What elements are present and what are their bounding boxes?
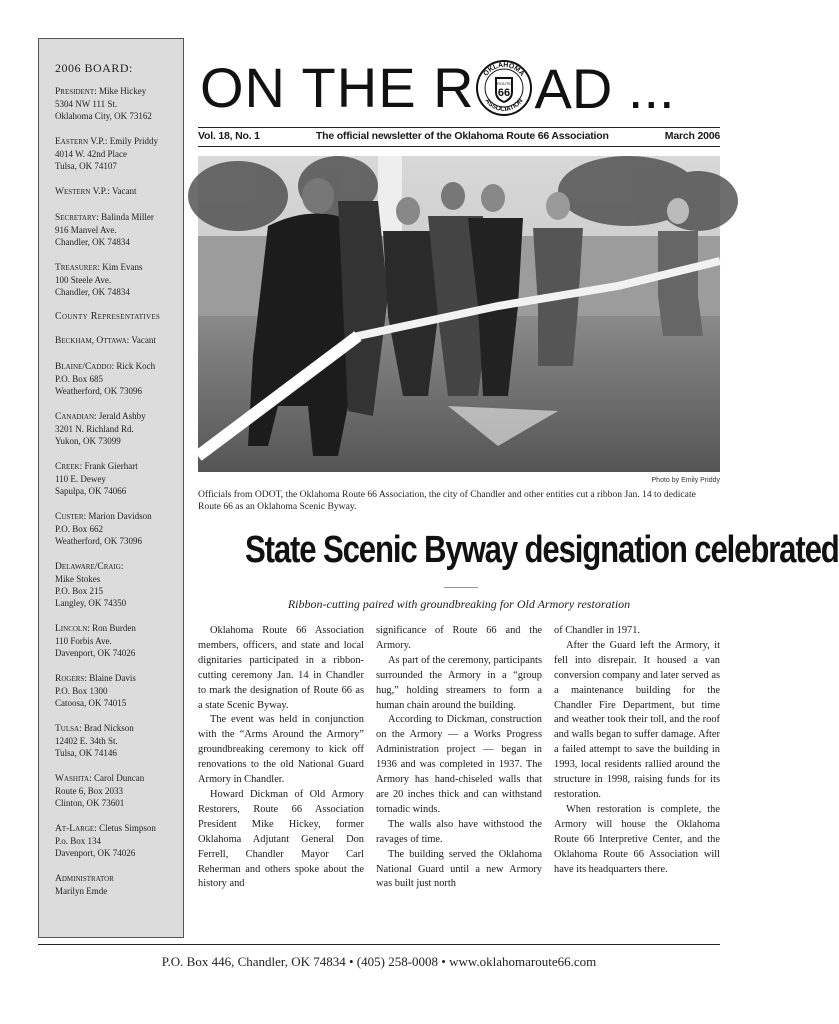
board-address-line: Clinton, OK 73601 bbox=[55, 798, 125, 808]
article-paragraph: As part of the ceremony, participants surrounded the Armory in a “group hug,” holding streamers to form a human chain around the building. bbox=[376, 654, 542, 711]
board-address-line: Davenport, OK 74026 bbox=[55, 648, 136, 658]
board-entry bbox=[55, 622, 173, 659]
board-role: Creek: bbox=[55, 462, 83, 472]
board-address-line: Langley, OK 74350 bbox=[55, 598, 127, 608]
board-title: 2006 BOARD: bbox=[55, 61, 133, 75]
board-address-line: 12402 E. 34th St. bbox=[55, 736, 118, 746]
board-entry bbox=[55, 211, 173, 248]
ribbon-cutting-photo bbox=[198, 156, 720, 472]
board-entry bbox=[55, 410, 173, 447]
board-address-line: Tulsa, OK 74146 bbox=[55, 748, 117, 758]
board-address-line: 3201 N. Richland Rd. bbox=[55, 424, 134, 434]
article-paragraph: The event was held in conjunction with the “Arms Around the Armory” groundbreaking ceremony to kick off renovations to the old National Guard Armory in Chandler. bbox=[198, 714, 364, 786]
officer-list bbox=[55, 85, 173, 298]
board-member-name: Marion Davidson bbox=[88, 511, 152, 521]
svg-text:ASSOCIATION: ASSOCIATION bbox=[483, 97, 525, 114]
county-header: County Representatives bbox=[55, 311, 161, 322]
article-paragraph: Oklahoma Route 66 Association members, officers, and state and local dignitaries participated in a ribbon-cutting ceremony Jan. 14 in Chandler to mark the designation of Route 66 as a state Scenic Byway. bbox=[198, 625, 364, 711]
article-subhead: Ribbon-cutting paired with groundbreaking for Old Armory restoration bbox=[287, 597, 631, 611]
board-address-line: Weatherford, OK 73096 bbox=[55, 386, 142, 396]
article-paragraph: The walls also have withstood the ravages of time. bbox=[376, 818, 542, 845]
board-member-name: Vacant bbox=[111, 186, 137, 196]
article-paragraph: The building served the Oklahoma National Guard until a new Armory was built just north bbox=[376, 848, 542, 890]
masthead-rule-bottom bbox=[198, 146, 720, 147]
footer-rule bbox=[38, 944, 720, 945]
board-entry bbox=[55, 135, 173, 172]
board-role: Custer: bbox=[55, 512, 87, 522]
board-entry bbox=[55, 185, 173, 198]
board-address-line: 5304 NW 111 St. bbox=[55, 99, 118, 109]
article-paragraph: When restoration is complete, the Armory will house the Oklahoma Route 66 Interpretive Center, and the Oklahoma Route 66 Association will have its headquarters there. bbox=[554, 803, 720, 875]
article-column-2 bbox=[376, 624, 542, 939]
board-role: Treasurer: bbox=[55, 263, 101, 273]
article-column-3 bbox=[554, 624, 720, 939]
board-sidebar bbox=[38, 38, 184, 938]
board-role: Rogers: bbox=[55, 674, 87, 684]
board-role: At-Large: bbox=[55, 824, 97, 834]
issue-info-bar bbox=[198, 128, 720, 144]
headline-divider bbox=[444, 587, 478, 588]
board-entry bbox=[55, 460, 173, 497]
article-headline: State Scenic Byway designation celebrated bbox=[244, 529, 839, 571]
article-paragraph: Howard Dickman of Old Armory Restorers, Route 66 Association President Mike Hickey, former Oklahoma Adjutant General Don Ferrell, Chandler Mayor Carl Reherman and others spoke about the history and bbox=[198, 788, 364, 890]
board-address-line: Tulsa, OK 74107 bbox=[55, 161, 117, 171]
board-entry bbox=[55, 560, 173, 609]
board-address-line: 110 E. Dewey bbox=[55, 474, 106, 484]
board-entry bbox=[55, 722, 173, 759]
board-member-name: Jerald Ashby bbox=[98, 411, 146, 421]
board-address-line: Weatherford, OK 73096 bbox=[55, 536, 142, 546]
board-member-name: Vacant bbox=[131, 335, 156, 345]
board-entry bbox=[55, 85, 173, 122]
board-role: Delaware/Craig: bbox=[55, 562, 124, 572]
board-address-line: P.o. Box 134 bbox=[55, 836, 102, 846]
board-address-line: 916 Manvel Ave. bbox=[55, 225, 117, 235]
board-entry bbox=[55, 334, 173, 347]
photo-caption: Officials from ODOT, the Oklahoma Route 66 Association, the city of Chandler and other entities cut a ribbon Jan. 14 to dedicate Route 66 as an Oklahoma Scenic Byway. bbox=[198, 489, 696, 512]
board-address-line: Sapulpa, OK 74066 bbox=[55, 486, 127, 496]
board-address-line: Chandler, OK 74834 bbox=[55, 287, 130, 297]
photo-credit: Photo by Emily Priddy bbox=[651, 477, 720, 484]
board-member-name: Blaine Davis bbox=[89, 673, 136, 683]
board-address-line: Catoosa, OK 74015 bbox=[55, 698, 127, 708]
board-role: Western V.P.: bbox=[55, 187, 110, 197]
board-address-line: Marilyn Emde bbox=[55, 886, 108, 896]
article-paragraph: According to Dickman, construction on the Armory — a Works Progress Administration project — began in 1936 and was completed in 1937. The Armory has hand-chiseled walls that are 20 inches thick and can withstand tornadic winds. bbox=[376, 714, 542, 815]
board-entry bbox=[55, 772, 173, 809]
board-role: Tulsa: bbox=[55, 724, 82, 734]
board-entry bbox=[55, 822, 173, 859]
board-address-line: Oklahoma City, OK 73162 bbox=[55, 111, 152, 121]
board-address-line: P.O. Box 1300 bbox=[55, 686, 108, 696]
board-entry bbox=[55, 672, 173, 709]
board-address-line: P.O. Box 215 bbox=[55, 586, 104, 596]
column-3-continuation: of Chandler in 1971. bbox=[554, 625, 640, 636]
board-role: President: bbox=[55, 87, 97, 97]
board-entry bbox=[55, 360, 173, 397]
board-member-name: Balinda Miller bbox=[101, 212, 154, 222]
board-address-line: Route 6, Box 2033 bbox=[55, 786, 124, 796]
board-role: Administrator bbox=[55, 874, 114, 884]
board-address-line: Mike Stokes bbox=[55, 574, 101, 584]
route-66-association-seal bbox=[475, 59, 533, 117]
board-address-line: Davenport, OK 74026 bbox=[55, 848, 136, 858]
board-address-line: Chandler, OK 74834 bbox=[55, 237, 130, 247]
board-role: Eastern V.P.: bbox=[55, 137, 108, 147]
board-member-name: Brad Nickson bbox=[83, 723, 134, 733]
board-address-line: P.O. Box 685 bbox=[55, 374, 104, 384]
masthead-title-left: ON THE R bbox=[200, 56, 475, 119]
board-member-name: Cletus Simpson bbox=[99, 823, 156, 833]
issue-volume: Vol. 18, No. 1 bbox=[198, 130, 260, 142]
issue-tagline: The official newsletter of the Oklahoma Route 66 Association bbox=[315, 130, 609, 142]
board-address-line: 4014 W. 42nd Place bbox=[55, 149, 127, 159]
board-address-line: 100 Steele Ave. bbox=[55, 275, 112, 285]
article-body bbox=[198, 624, 720, 939]
board-role: Lincoln: bbox=[55, 624, 90, 634]
board-member-name: Frank Gierhart bbox=[84, 461, 138, 471]
board-entry bbox=[55, 510, 173, 547]
board-role: Washita: bbox=[55, 774, 92, 784]
article-column-1 bbox=[198, 624, 364, 939]
issue-date: March 2006 bbox=[664, 130, 720, 142]
svg-text:ROUTE: ROUTE bbox=[496, 81, 511, 86]
board-role: Beckham, Ottawa: bbox=[55, 336, 130, 346]
board-entry bbox=[55, 872, 173, 897]
board-role: Blaine/Caddo: bbox=[55, 362, 115, 372]
board-address-line: Yukon, OK 73099 bbox=[55, 436, 121, 446]
footer-contact: P.O. Box 446, Chandler, OK 74834 • (405) 258-0008 • www.oklahomaroute66.com bbox=[161, 954, 597, 969]
svg-text:OKLAHOMA: OKLAHOMA bbox=[482, 61, 526, 78]
masthead bbox=[200, 52, 720, 124]
article-paragraph: After the Guard left the Armory, it fell into disrepair. It housed a van conversion company and later served as a maintenance building for the Chandler Fire Department, but time and weather took their toll, and the roof and walls began to suffer damage. After a failed attempt to save the building in 1993, local residents rallied around the structure in 1998, raising funds for its restoration. bbox=[554, 639, 720, 800]
masthead-title-right: AD ... bbox=[534, 56, 675, 120]
svg-text:66: 66 bbox=[497, 87, 510, 99]
board-role: Secretary: bbox=[55, 213, 99, 223]
board-member-name: Rick Koch bbox=[116, 361, 156, 371]
board-member-name: Carol Duncan bbox=[93, 773, 145, 783]
board-member-name: Kim Evans bbox=[102, 262, 143, 272]
board-address-line: P.O. Box 662 bbox=[55, 524, 104, 534]
board-member-name: Ron Burden bbox=[92, 623, 136, 633]
board-role: Canadian: bbox=[55, 412, 97, 422]
board-member-name: Mike Hickey bbox=[99, 86, 147, 96]
board-entry bbox=[55, 261, 173, 298]
county-list bbox=[55, 334, 173, 897]
column-2-continuation: significance of Route 66 and the Armory. bbox=[376, 625, 542, 651]
board-member-name: Emily Priddy bbox=[109, 136, 159, 146]
board-address-line: 110 Forbis Ave. bbox=[55, 636, 112, 646]
